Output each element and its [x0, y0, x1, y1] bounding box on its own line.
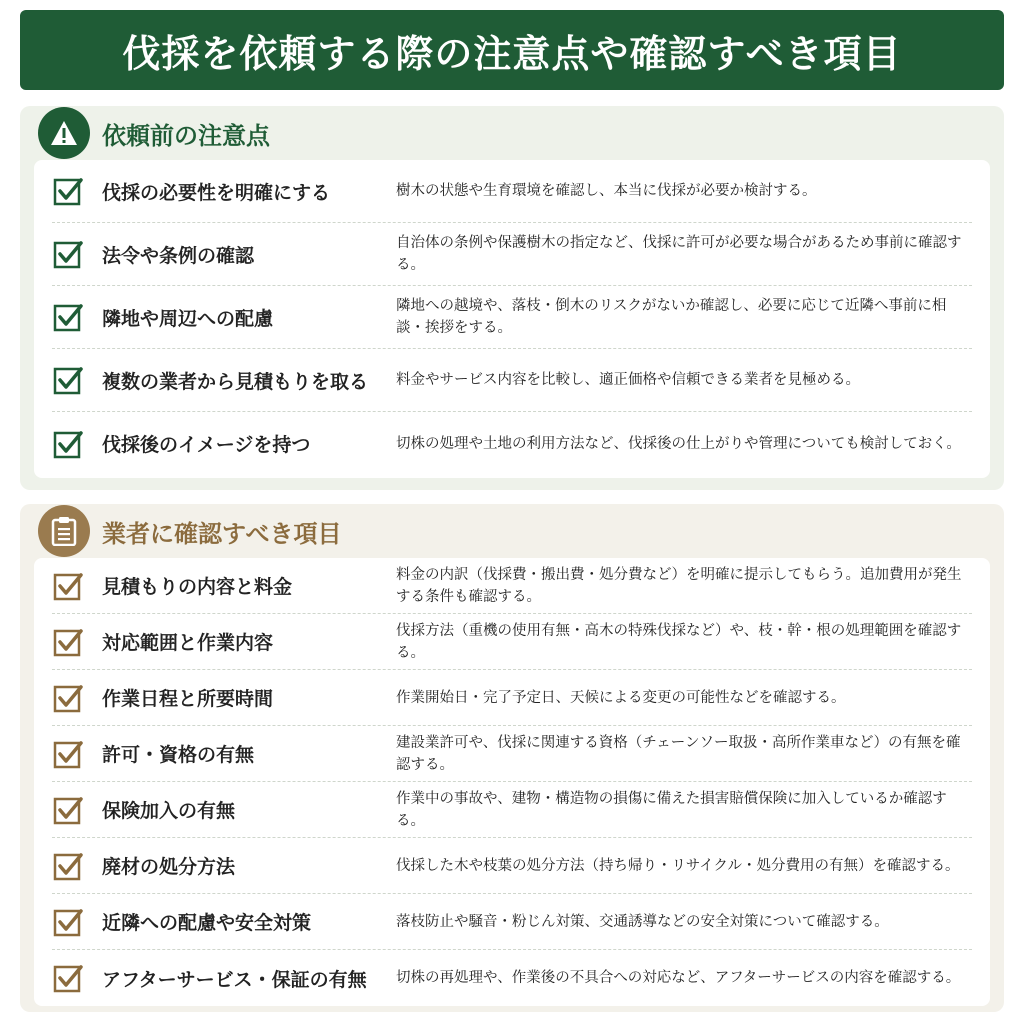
item-label: 作業日程と所要時間	[102, 688, 274, 710]
list-item	[52, 894, 972, 950]
section-title: 業者に確認すべき項目	[102, 519, 342, 548]
clipboard-icon	[38, 505, 90, 557]
list-item	[52, 160, 972, 223]
section-before-request	[20, 106, 1004, 490]
list-item	[52, 670, 972, 726]
checklist-card	[34, 160, 990, 478]
checkbox-checked-icon	[52, 962, 84, 994]
item-description: 作業開始日・完了予定日、天候による変更の可能性などを確認する。	[396, 689, 846, 706]
list-item	[52, 223, 972, 286]
item-label: アフターサービス・保証の有無	[102, 968, 367, 991]
item-label: 許可・資格の有無	[102, 744, 255, 766]
list-item	[52, 782, 972, 838]
checkbox-checked-icon	[52, 682, 84, 714]
title-banner	[20, 10, 1004, 90]
list-item	[52, 950, 972, 1006]
warning-icon	[38, 107, 90, 159]
item-label: 見積もりの内容と料金	[102, 576, 293, 598]
item-label: 保険加入の有無	[102, 800, 236, 822]
section-header	[34, 504, 990, 558]
item-description: 料金やサービス内容を比較し、適正価格や信頼できる業者を見極める。	[396, 372, 860, 388]
checkbox-checked-icon	[52, 301, 84, 333]
list-item	[52, 558, 972, 614]
list-item	[52, 412, 972, 475]
item-description: 切株の再処理や、作業後の不具合への対応など、アフターサービスの内容を確認する。	[396, 970, 961, 986]
checkbox-checked-icon	[52, 364, 84, 396]
checkbox-checked-icon	[52, 738, 84, 770]
section-header	[34, 106, 990, 160]
item-description: 作業中の事故や、建物・構造物の損傷に備えた損害賠償保険に加入しているか確認する。	[396, 790, 947, 829]
item-label: 隣地や周辺への配慮	[102, 307, 274, 330]
item-label: 伐採の必要性を明確にする	[102, 181, 331, 204]
item-description: 料金の内訳（伐採費・搬出費・処分費など）を明確に提示してもらう。追加費用が発生する条件も確認する。	[396, 566, 962, 605]
checklist-card	[34, 558, 990, 1006]
item-description: 落枝防止や騒音・粉じん対策、交通誘導などの安全対策について確認する。	[396, 913, 889, 930]
item-label: 近隣への配慮や安全対策	[102, 912, 312, 934]
checkbox-checked-icon	[52, 238, 84, 270]
checkbox-checked-icon	[52, 570, 84, 602]
checkbox-checked-icon	[52, 850, 84, 882]
item-label: 複数の業者から見積もりを取る	[102, 370, 369, 393]
item-label: 対応範囲と作業内容	[102, 632, 274, 654]
checkbox-checked-icon	[52, 428, 84, 460]
list-item	[52, 349, 972, 412]
item-description: 自治体の条例や保護樹木の指定など、伐採に許可が必要な場合があるため事前に確認する。	[396, 235, 962, 273]
item-description: 伐採方法（重機の使用有無・高木の特殊伐採など）や、枝・幹・根の処理範囲を確認する。	[396, 622, 962, 661]
item-description: 切株の処理や土地の利用方法など、伐採後の仕上がりや管理についても検討しておく。	[396, 435, 961, 452]
item-label: 伐採後のイメージを持つ	[102, 434, 311, 456]
page-title: 伐採を依頼する際の注意点や確認すべき項目	[122, 31, 902, 76]
list-item	[52, 614, 972, 670]
checkbox-checked-icon	[52, 626, 84, 658]
item-description: 樹木の状態や生育環境を確認し、本当に伐採が必要か検討する。	[396, 183, 817, 199]
checkbox-checked-icon	[52, 175, 84, 207]
item-label: 法令や条例の確認	[102, 244, 255, 267]
list-item	[52, 726, 972, 782]
item-label: 廃材の処分方法	[102, 856, 236, 878]
section-title: 依頼前の注意点	[102, 121, 270, 150]
item-description: 隣地への越境や、落枝・倒木のリスクがないか確認し、必要に応じて近隣へ事前に相談・挨拶をする。	[396, 298, 947, 336]
item-description: 建設業許可や、伐採に関連する資格（チェーンソー取扱・高所作業車など）の有無を確認する。	[396, 734, 961, 773]
item-description: 伐採した木や枝葉の処分方法（持ち帰り・リサイクル・処分費用の有無）を確認する。	[396, 857, 960, 874]
list-item	[52, 838, 972, 894]
section-contractor-check	[20, 504, 1004, 1012]
checkbox-checked-icon	[52, 794, 84, 826]
list-item	[52, 286, 972, 349]
checkbox-checked-icon	[52, 906, 84, 938]
